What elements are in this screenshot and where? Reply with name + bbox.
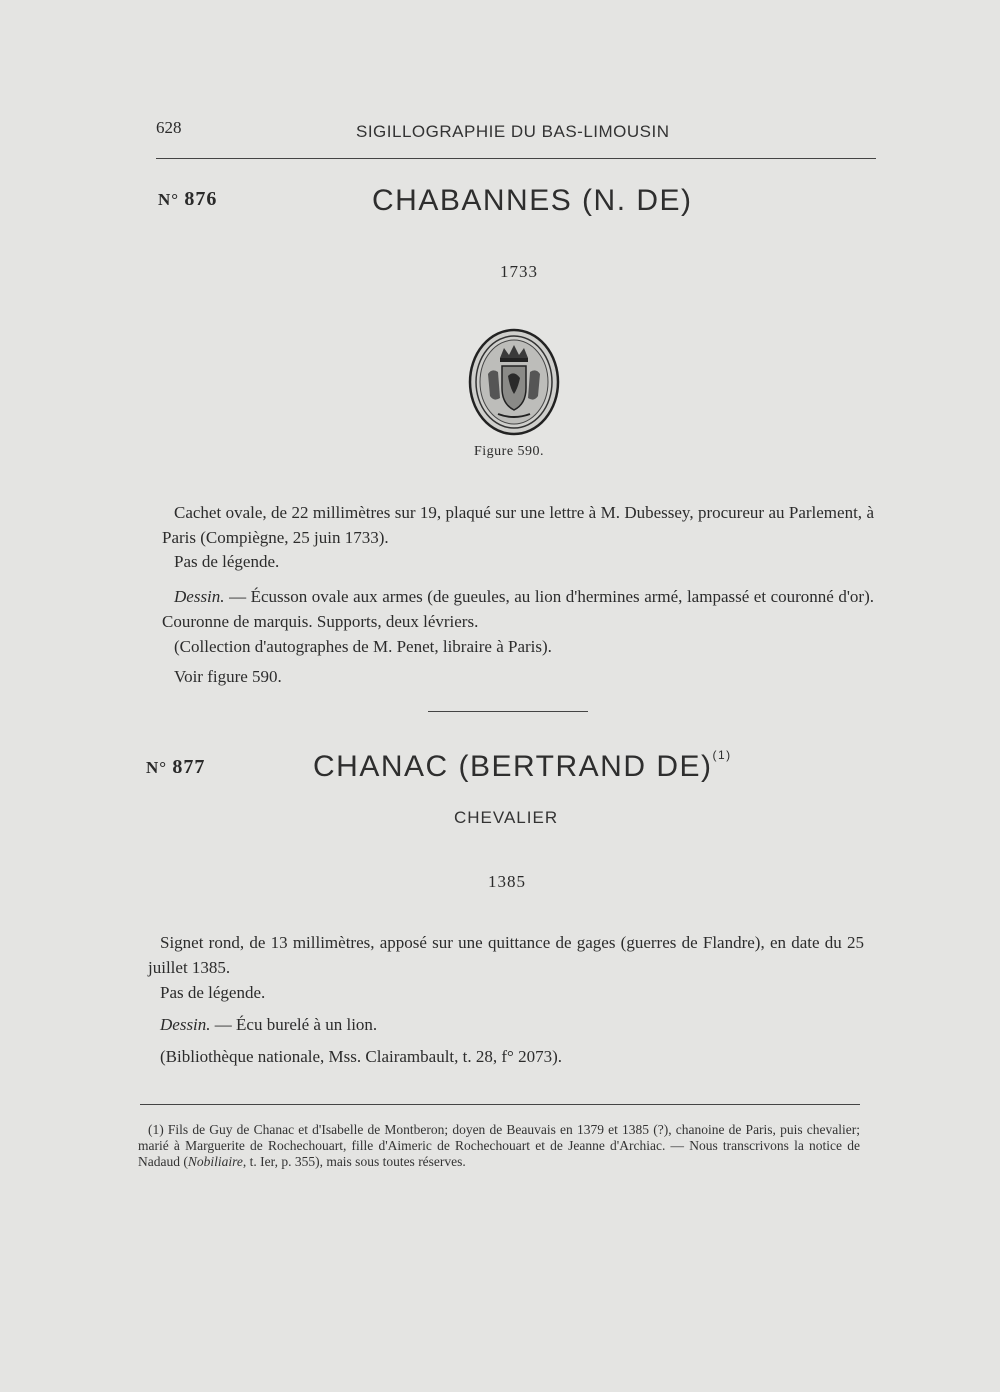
entry-876-source — [162, 634, 874, 659]
footnote-reference: (1) — [712, 748, 732, 762]
legend-text: Pas de légende. — [174, 552, 280, 571]
entry-number-value: 876 — [184, 188, 218, 210]
entry-title-chabannes: CHABANNES (N. DE) — [372, 184, 693, 217]
running-title: SIGILLOGRAPHIE DU BAS-LIMOUSIN — [356, 122, 670, 141]
entry-number-877 — [146, 756, 205, 779]
running-head — [156, 118, 876, 148]
footnote — [138, 1122, 860, 1170]
entry-subtitle: CHEVALIER — [454, 808, 559, 827]
source-text: (Collection d'autographes de M. Penet, libraire à Paris). — [174, 637, 552, 656]
entry-877-source — [148, 1044, 864, 1069]
footnote-text-b: , t. Ier, p. 355), mais sous toutes réserves. — [242, 1154, 466, 1169]
entry-year: 1733 — [500, 262, 538, 281]
entry-877-legend — [148, 980, 864, 1005]
source-text: (Bibliothèque nationale, Mss. Clairambault, t. 28, f° 2073). — [160, 1047, 562, 1066]
see-figure-text: Voir figure 590. — [174, 667, 282, 686]
entry-876-see — [162, 664, 874, 689]
entry-title-text: CHANAC (BERTRAND DE) — [313, 750, 713, 783]
seal-figure — [468, 328, 560, 436]
entry-876-description — [162, 500, 874, 550]
description-text: Signet rond, de 13 millimètres, apposé sur une quittance de gages (guerres de Flandre), en date du 25 juillet 1385. — [148, 933, 864, 977]
description-text: Cachet ovale, de 22 millimètres sur 19, plaqué sur une lettre à M. Dubessey, procureur au Parlement, à Paris (Compiègne, 25 juin 1733). — [162, 503, 874, 547]
dessin-label: Dessin. — [174, 587, 225, 606]
entry-876-dessin — [162, 584, 874, 634]
dessin-text: — Écusson ovale aux armes (de gueules, au lion d'hermines armé, lampassé et couronné d'or). Couronne de marquis. Supports, deux lévriers. — [162, 587, 875, 631]
footnote-italic: Nobiliaire — [187, 1154, 243, 1169]
entry-877-dessin — [148, 1012, 864, 1037]
footnote-rule — [140, 1104, 860, 1105]
dessin-text: — Écu burelé à un lion. — [214, 1015, 378, 1034]
entry-number-prefix: N° — [158, 190, 180, 209]
section-separator — [428, 711, 588, 712]
page-number: 628 — [156, 118, 182, 137]
entry-year: 1385 — [488, 872, 526, 891]
entry-877-description — [148, 930, 864, 980]
seal-oval-icon — [468, 328, 560, 436]
entry-number-value: 877 — [172, 756, 206, 778]
legend-text: Pas de légende. — [160, 983, 266, 1002]
header-rule — [156, 158, 876, 159]
entry-number-prefix: N° — [146, 758, 168, 777]
entry-number-876 — [158, 188, 217, 211]
entry-876-legend — [162, 549, 874, 574]
dessin-label: Dessin. — [160, 1015, 211, 1034]
footnote-text-a: (1) Fils de Guy de Chanac et d'Isabelle de Montberon; doyen de Beauvais en 1379 et 1385 (?), chanoine de Paris, puis chevalier; marié à Marguerite de Rochechouart, fille d'Aimeric de Rochechouart et de Jeanne d'Archiac. — Nous transcrivons la notice de Nadaud ( — [138, 1122, 860, 1169]
figure-caption: Figure 590. — [474, 444, 545, 459]
entry-title-chanac — [313, 750, 732, 784]
